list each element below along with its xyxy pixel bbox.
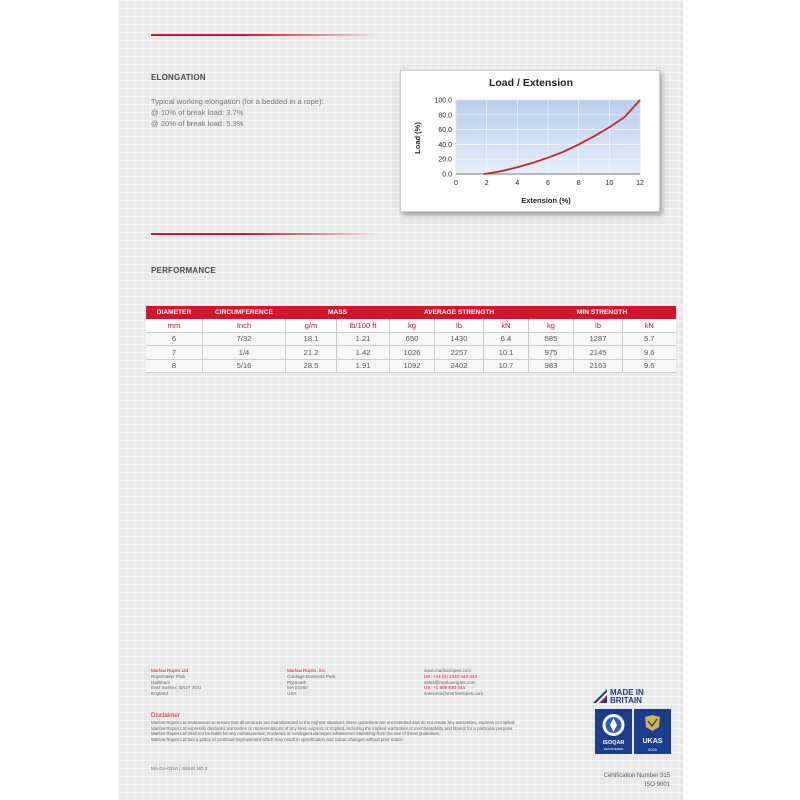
unit-cell: kg [529,319,574,332]
elongation-line: @ 20% of break load: 5.3% [151,119,244,128]
x-tick-label: 6 [546,180,550,187]
table-cell: 6 [146,332,203,346]
table-cell: 9.6 [623,346,676,360]
disclaimer-line: Marlow Ropes Ltd expressly disclaims warranties or representations of any kind, express or implied, including the implied warranties of merchantability and fitness for a particular purpose. [151,725,514,731]
britain-text: BRITAIN [610,696,642,705]
column-header-mass: MASS [286,306,390,319]
x-tick-label: 12 [636,180,644,187]
ukas-number: 0026 [648,747,657,752]
unit-cell: kN [484,319,529,332]
x-tick-label: 2 [484,180,489,187]
uk-phone: UK: +44 (0) 1323 444 444 [424,673,477,679]
column-header-average-strength: AVERAGE STRENGTH [390,306,529,319]
x-tick-label: 10 [605,180,614,187]
isoqar-badge [595,709,632,754]
column-header-circumference: CIRCUMFERENCE [203,306,286,319]
certification-info [604,772,670,790]
address-line: Hailsham [151,679,171,685]
badges-svg [593,687,673,767]
address-line: MA 02360 [287,685,308,691]
unit-cell: g/m [286,319,337,332]
contact-details [424,668,483,697]
table-cell: 1.21 [337,332,390,346]
address-line: Ropemaker Park [151,673,186,679]
table-cell: 1.42 [337,346,390,360]
address-line: USA [287,691,297,697]
table-cell: 28.5 [286,359,337,373]
datasheet-page [118,0,683,800]
column-header-diameter: DIAMETER [146,306,203,319]
table-cell: 585 [529,332,574,346]
middle-divider [151,233,381,235]
table-cell: 1430 [435,332,484,346]
table-cell: 10.7 [484,359,529,373]
elongation-line: @ 10% of break load: 3.7% [151,108,244,117]
y-tick-label: 80.0 [438,112,452,120]
table-cell: 2257 [435,346,484,360]
document-reference: MA-DA-032A | ISSUE NO.3 [151,766,208,771]
table-units-row [146,319,676,332]
us-email-link[interactable]: salesusa@marlowropes.com [424,691,484,697]
elongation-text [151,96,324,129]
address-line: Cordage Business Park [287,673,336,679]
table-cell: 6.4 [484,332,529,346]
disclaimer-text [151,720,541,742]
table-cell: 18.1 [286,332,337,346]
table-row [146,346,676,360]
ukas-text: UKAS [642,738,663,745]
table-cell: 1.91 [337,359,390,373]
table-cell: 5.7 [623,332,676,346]
elongation-heading: ELONGATION [151,73,206,82]
isoqar-sub-text: REGISTERED [603,747,624,751]
address-line: East Sussex, BN27 3GU [151,685,202,691]
table-group-header-row [146,306,676,319]
unit-cell: lb/100 ft [337,319,390,332]
x-tick-label: 4 [515,180,520,187]
table-cell: 1287 [574,332,623,346]
table-cell: 9.6 [623,359,676,373]
isoqar-text: ISOQAR [602,740,625,746]
disclaimer-line: Marlow Ropes Ltd endeavours to ensure that all products are manufactured to the highest standard, these guidelines are not intended and do not create any warranties, express or implied. [151,720,516,725]
us-address [287,668,335,697]
uk-address [151,668,201,697]
table-cell: 650 [390,332,435,346]
disclaimer-line: Marlow Ropes Ltd shall not be liable for any consequential, incidental or contingent damages whatsoever stemming from the use of these guidelines. [151,731,440,737]
website-link[interactable]: www.marlowropes.com [424,668,472,673]
disclaimer-line: Marlow Ropes Ltd has a policy of continual improvement which may result in specification and colour changes without prior notice. [151,736,404,742]
ukas-badge [634,709,671,754]
table-cell: 10.1 [484,346,529,360]
table-row [146,359,676,373]
performance-heading: PERFORMANCE [151,266,216,275]
address-line: Plymouth [287,679,307,685]
chart-x-axis-label: Extension (%) [521,196,571,205]
unit-cell: mm [146,319,203,332]
unit-cell: kN [623,319,676,332]
made-in-text: MADE IN [610,688,644,697]
table-cell: 1092 [390,359,435,373]
y-tick-label: 60.0 [438,127,452,135]
table-row [146,332,676,346]
unit-cell: kg [390,319,435,332]
table-cell: 7 [146,346,203,360]
table-cell: 5/16 [203,359,286,373]
y-tick-label: 40.0 [438,141,452,149]
top-divider [151,34,381,36]
table-cell: 8 [146,359,203,373]
iso-standard: ISO 9001 [644,782,670,788]
uk-company-name: Marlow Ropes Ltd [151,668,189,673]
x-tick-label: 8 [576,180,581,187]
load-extension-chart [400,70,660,212]
y-tick-label: 0.0 [442,171,452,179]
chart-svg [401,71,659,211]
performance-table [146,306,676,373]
made-in-britain-logo [593,688,644,705]
unit-cell: lb [435,319,484,332]
table-cell: 2145 [574,346,623,360]
certification-badges [593,687,673,767]
us-phone: US: +1 508 830 444 [424,685,465,691]
x-tick-label: 0 [454,180,458,187]
table-cell: 983 [529,359,574,373]
table-cell: 975 [529,346,574,360]
table-cell: 2163 [574,359,623,373]
elongation-line: Typical working elongation (for a bedded in a rope): [151,97,324,106]
disclaimer-title: Disclaimer [151,712,180,719]
y-tick-label: 100.0 [434,97,452,105]
us-company-name: Marlow Ropes, Inc. [287,668,327,673]
certification-number: Certification Number 315 [603,773,670,779]
table-cell: 7/32 [203,332,286,346]
table-cell: 1/4 [203,346,286,360]
chart-y-axis-label: Load (%) [413,122,422,154]
table-cell: 21.2 [286,346,337,360]
unit-cell: lb [574,319,623,332]
uk-email-link[interactable]: sales@marlowropes.com [424,679,476,685]
table-cell: 1026 [390,346,435,360]
y-tick-label: 20.0 [438,156,452,164]
chart-title: Load / Extension [488,77,574,89]
table-cell: 2402 [435,359,484,373]
column-header-min-strength: MIN STRENGTH [529,306,676,319]
address-line: England [151,691,168,697]
unit-cell: Inch [203,319,286,332]
